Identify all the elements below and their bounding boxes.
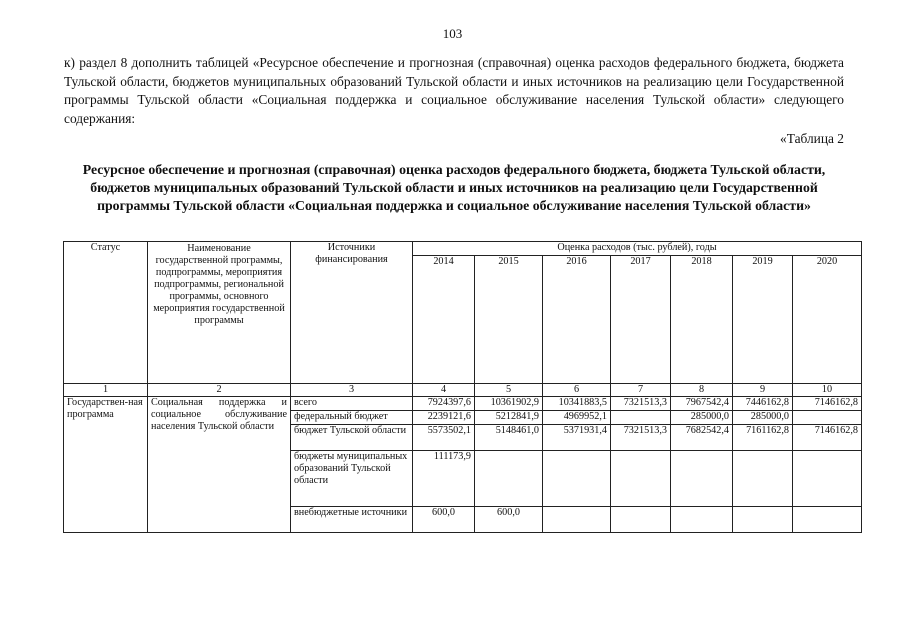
value-cell: 5573502,1: [413, 425, 475, 451]
value-cell: 285000,0: [671, 411, 733, 425]
value-cell: 2239121,6: [413, 411, 475, 425]
column-number: 1: [64, 384, 148, 397]
column-number: 8: [671, 384, 733, 397]
column-numbers-row: [64, 384, 862, 397]
value-cell: [611, 411, 671, 425]
row-program-name: Социальная поддержка и социальное обслуживание населения Тульской области: [148, 397, 291, 533]
intro-paragraph: к) раздел 8 дополнить таблицей «Ресурсное обеспечение и прогнозная (справочная) оценка расходов федерального бюджета, бюджета Тульской области, бюджетов муниципальных образований Тульской области и иных источников на реализацию цели Государственной программы Тульской области «Социальная поддержка и социальное обслуживание населения Тульской области» следующего содержания:: [64, 55, 844, 126]
table-label: «Таблица 2: [780, 131, 844, 146]
row-status: Государствен-ная программа: [64, 397, 148, 533]
value-cell: [733, 451, 793, 507]
table-row: [64, 397, 862, 411]
header-name: Наименование государственной программы, подпрограммы, мероприятия подпрограммы, региональной программы, основного мероприятия государственной программы: [148, 242, 291, 384]
column-number: 4: [413, 384, 475, 397]
value-cell: [475, 451, 543, 507]
value-cell: 10361902,9: [475, 397, 543, 411]
value-cell: 285000,0: [733, 411, 793, 425]
header-year: 2018: [671, 256, 733, 384]
value-cell: 7146162,8: [793, 397, 862, 411]
source-label: бюджет Тульской области: [291, 425, 413, 451]
column-number: 10: [793, 384, 862, 397]
value-cell: 7161162,8: [733, 425, 793, 451]
column-number: 7: [611, 384, 671, 397]
resource-table: [63, 241, 862, 533]
column-number: 9: [733, 384, 793, 397]
header-year: 2016: [543, 256, 611, 384]
column-number: 6: [543, 384, 611, 397]
value-cell: [793, 507, 862, 533]
value-cell: [611, 507, 671, 533]
value-cell: [671, 507, 733, 533]
header-year: 2020: [793, 256, 862, 384]
value-cell: 5212841,9: [475, 411, 543, 425]
value-cell: 7967542,4: [671, 397, 733, 411]
source-label: федеральный бюджет: [291, 411, 413, 425]
page-number: 103: [442, 26, 463, 41]
value-cell: [611, 451, 671, 507]
source-label: внебюджетные источники: [291, 507, 413, 533]
value-cell: 7321513,3: [611, 397, 671, 411]
value-cell: 5148461,0: [475, 425, 543, 451]
value-cell: [543, 507, 611, 533]
value-cell: 7446162,8: [733, 397, 793, 411]
value-cell: 600,0: [475, 507, 543, 533]
header-year: 2015: [475, 256, 543, 384]
header-status: Статус: [64, 242, 148, 384]
header-source: Источники финансирования: [291, 242, 413, 384]
column-number: 2: [148, 384, 291, 397]
value-cell: 5371931,4: [543, 425, 611, 451]
value-cell: [543, 451, 611, 507]
header-year: 2014: [413, 256, 475, 384]
column-number: 3: [291, 384, 413, 397]
value-cell: 7146162,8: [793, 425, 862, 451]
value-cell: [793, 451, 862, 507]
value-cell: 7682542,4: [671, 425, 733, 451]
header-year: 2019: [733, 256, 793, 384]
value-cell: 10341883,5: [543, 397, 611, 411]
value-cell: [793, 411, 862, 425]
table-title: Ресурсное обеспечение и прогнозная (справочная) оценка расходов федерального бюджета, бюджета Тульской области, бюджетов муниципальных образований Тульской области и иных источников на реализацию цели Государственной программы Тульской области «Социальная поддержка и социальное обслуживание населения Тульской области»: [82, 162, 826, 213]
value-cell: 111173,9: [413, 451, 475, 507]
value-cell: 600,0: [413, 507, 475, 533]
value-cell: 7924397,6: [413, 397, 475, 411]
source-label: бюджеты муниципальных образований Тульской области: [291, 451, 413, 507]
value-cell: [733, 507, 793, 533]
source-label: всего: [291, 397, 413, 411]
header-year: 2017: [611, 256, 671, 384]
value-cell: [671, 451, 733, 507]
value-cell: 4969952,1: [543, 411, 611, 425]
header-estimate: Оценка расходов (тыс. рублей), годы: [413, 242, 862, 256]
column-number: 5: [475, 384, 543, 397]
value-cell: 7321513,3: [611, 425, 671, 451]
